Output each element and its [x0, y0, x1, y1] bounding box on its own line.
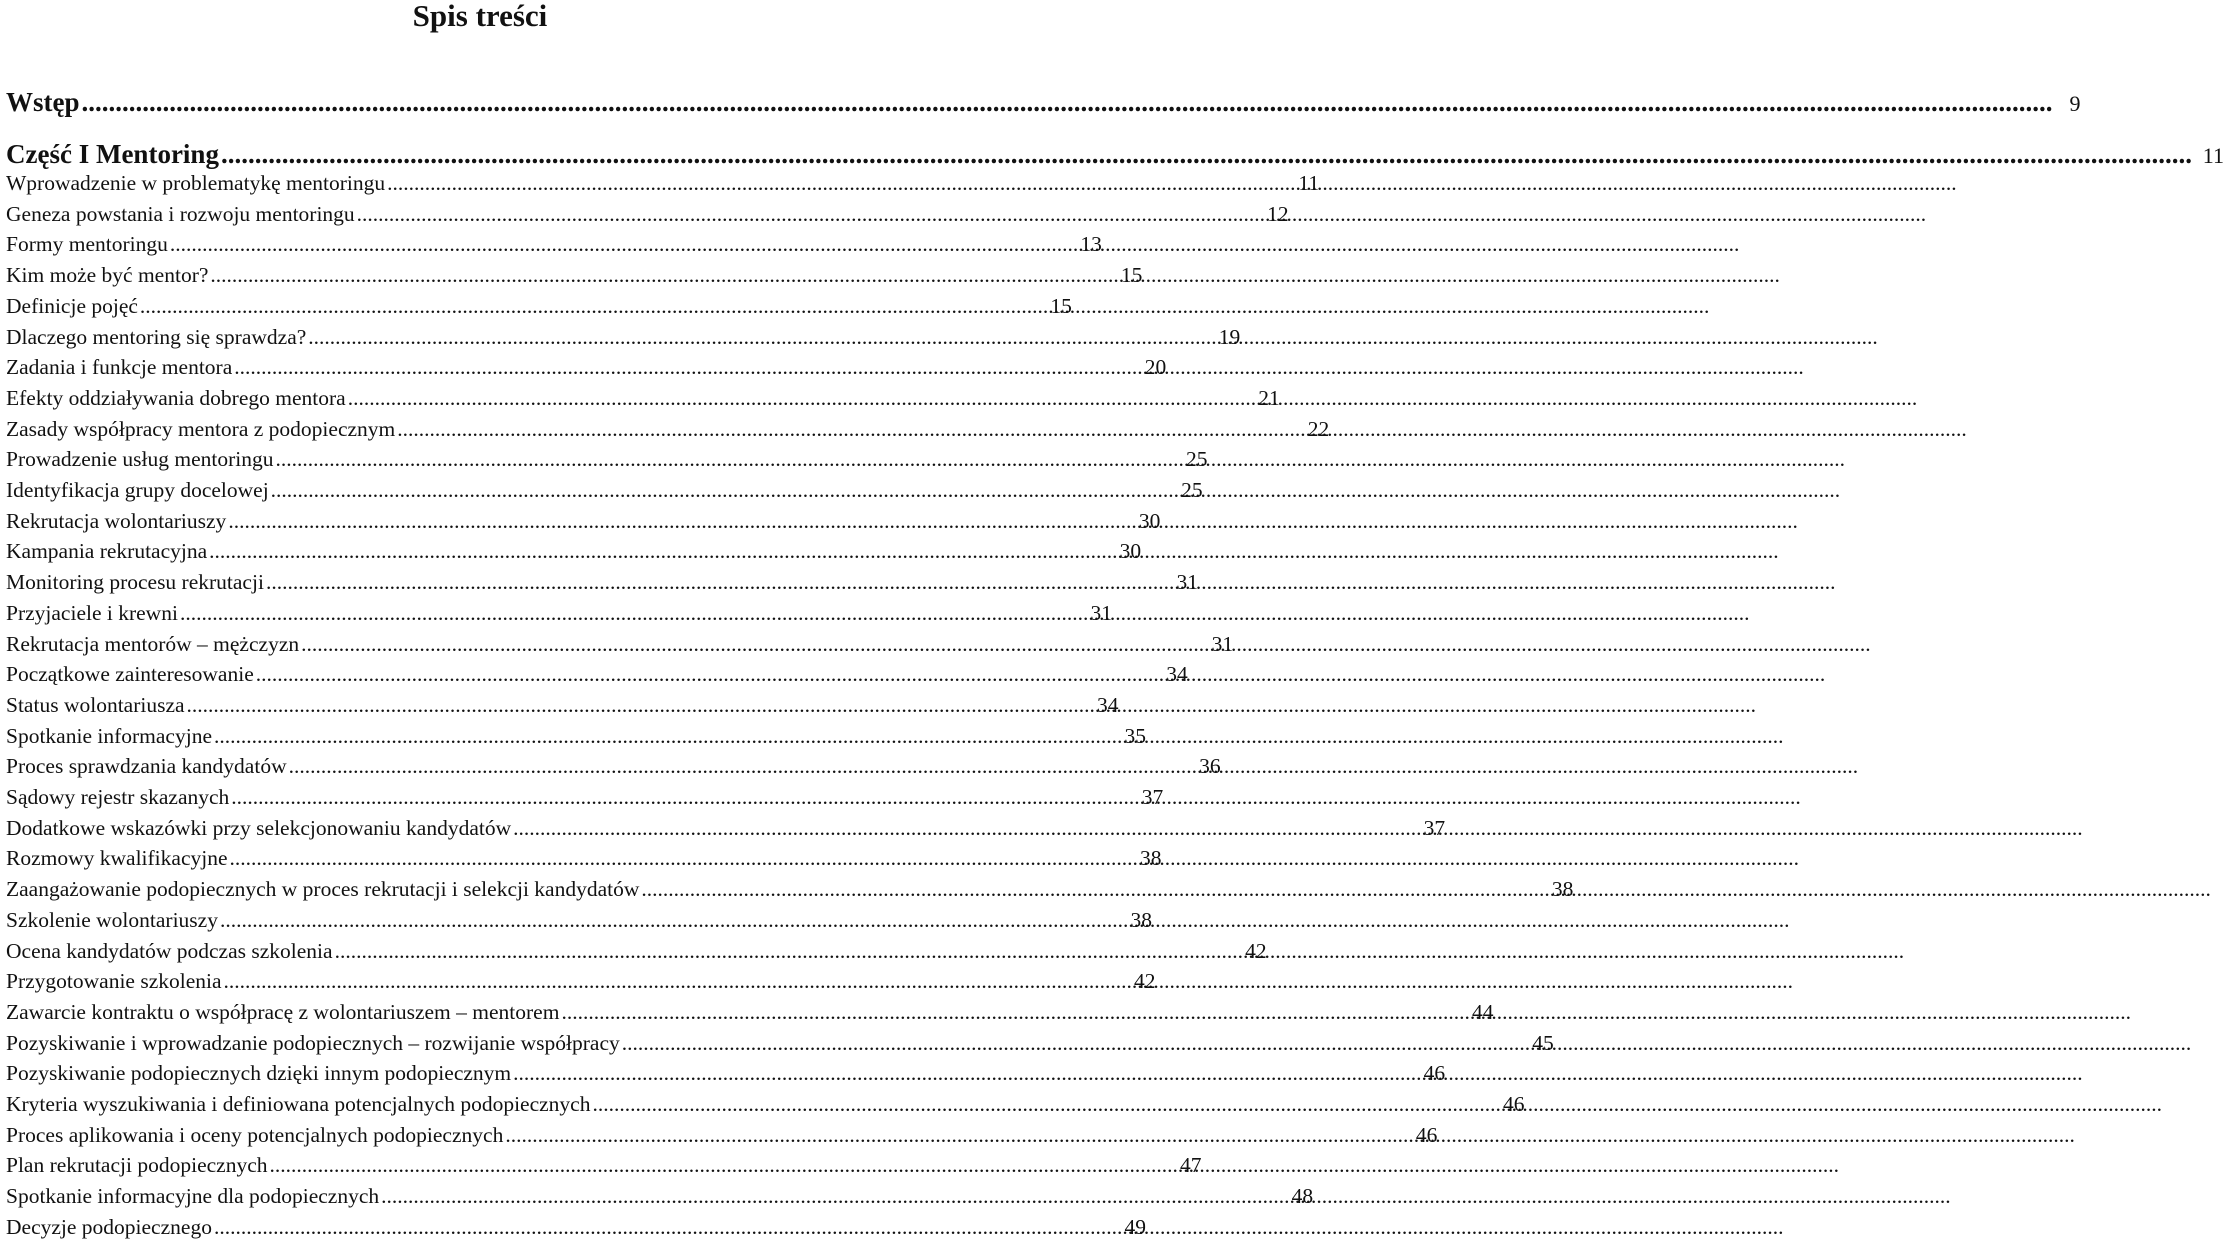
toc-entry-title: Sądowy rejestr skazanych — [6, 785, 230, 809]
toc-entry-page-number: 42 — [1245, 938, 1267, 963]
toc-entry-title: Wstęp — [6, 87, 80, 117]
dot-leader — [140, 291, 1040, 321]
toc-entry-title: Kim może być mentor? — [6, 263, 209, 288]
toc-entry[interactable] — [6, 352, 1167, 382]
toc-entry-title: Zaangażowanie podopiecznych w proces rekrutacji i selekcji kandydatów — [6, 877, 640, 902]
toc-entry[interactable] — [6, 291, 1072, 321]
toc-entry-page-number: 46 — [1423, 1061, 1446, 1086]
toc-entry[interactable] — [6, 843, 1162, 873]
page-title: Spis treści — [412, 0, 548, 33]
toc-entry-title: Przyjaciele i krewni — [6, 600, 178, 625]
toc-entry-page-number: 25 — [1186, 447, 1208, 472]
toc-entry-title: Rekrutacja wolontariuszy — [6, 508, 227, 533]
toc-entry-page-number: 37 — [1423, 815, 1446, 840]
dot-leader — [266, 567, 1166, 597]
dot-leader — [209, 536, 1109, 566]
toc-entry[interactable] — [6, 444, 1208, 474]
toc-entry-title: Kampania rekrutacyjna — [6, 539, 208, 564]
toc-entry[interactable] — [6, 721, 1146, 751]
toc-entry-page-number: 45 — [1532, 1030, 1554, 1055]
toc-entry-page-number: 34 — [1097, 692, 1119, 717]
toc-entry-title: Początkowe zainteresowanie — [6, 662, 254, 687]
toc-entry-page-number: 15 — [1050, 293, 1072, 318]
toc-entry-title: Efekty oddziaływania dobrego mentora — [6, 385, 346, 410]
dot-leader — [214, 1212, 1114, 1242]
toc-entry-title: Status wolontariusza — [6, 692, 185, 717]
toc-entry-page-number: 31 — [1211, 631, 1234, 656]
toc-entry-title: Pozyskiwanie i wprowadzanie podopiecznych – rozwijanie współpracy — [6, 1030, 620, 1055]
toc-entry-page-number: 9 — [2069, 91, 2081, 116]
dot-leader — [180, 598, 1080, 628]
dot-leader — [270, 1150, 1170, 1180]
dot-leader — [224, 966, 1124, 996]
toc-entry-page-number: 48 — [1291, 1184, 1314, 1209]
toc-entry-page-number: 11 — [2202, 143, 2224, 168]
toc-entry-page-number: 22 — [1307, 416, 1330, 441]
toc-entry[interactable] — [6, 813, 1446, 843]
toc-entry-title: Monitoring procesu rekrutacji — [6, 570, 264, 595]
toc-entry-title: Plan rekrutacji podopiecznych — [6, 1153, 268, 1178]
dot-leader — [220, 905, 1120, 935]
toc-entry-title: Prowadzenie usług mentoringu — [6, 447, 274, 472]
toc-entry[interactable] — [6, 567, 1198, 597]
dot-leader — [230, 843, 1130, 873]
dot-leader — [210, 260, 1110, 290]
toc-entry[interactable] — [6, 690, 1119, 720]
toc-entry[interactable] — [6, 260, 1143, 290]
dot-leader — [221, 138, 2192, 170]
dot-leader — [231, 782, 1131, 812]
toc-entry-page-number: 42 — [1134, 969, 1156, 994]
dot-leader — [505, 1120, 1405, 1150]
toc-entry[interactable] — [6, 322, 1241, 352]
toc-entry-title: Szkolenie wolontariuszy — [6, 907, 218, 932]
toc-entry[interactable] — [6, 199, 1289, 229]
toc-entry-title: Zadania i funkcje mentora — [6, 355, 233, 380]
toc-entry[interactable] — [6, 629, 1234, 659]
toc-entry-page-number: 38 — [1130, 907, 1152, 932]
toc-entry-title: Zasady współpracy mentora z podopiecznym — [6, 416, 396, 441]
dot-leader — [276, 444, 1176, 474]
toc-entry-title: Ocena kandydatów podczas szkolenia — [6, 938, 333, 963]
dot-leader — [641, 874, 1541, 904]
toc-entry-page-number: 31 — [1176, 570, 1198, 595]
toc-entry[interactable] — [6, 168, 1320, 198]
toc-entry-title: Dlaczego mentoring się sprawdza? — [6, 324, 307, 349]
toc-entry[interactable] — [6, 966, 1156, 996]
toc-entry-page-number: 46 — [1502, 1092, 1525, 1116]
toc-entry[interactable] — [6, 138, 2224, 169]
dot-leader — [271, 475, 1171, 505]
toc-entry-title: Formy mentoringu — [6, 232, 168, 257]
toc-entry-title: Zawarcie kontraktu o współpracę z wolontariuszem – mentorem — [6, 999, 560, 1024]
toc-entry[interactable] — [6, 751, 1221, 781]
toc-entry[interactable] — [6, 506, 1161, 536]
toc-entry[interactable] — [6, 414, 1330, 444]
toc-entry-page-number: 30 — [1119, 539, 1142, 564]
toc-entry-title: Część I Mentoring — [6, 139, 219, 169]
toc-entry[interactable] — [6, 905, 1152, 935]
toc-entry[interactable] — [6, 475, 1203, 505]
toc-entry-page-number: 15 — [1120, 263, 1143, 288]
toc-entry-page-number: 36 — [1199, 754, 1221, 779]
toc-entry-page-number: 13 — [1080, 232, 1102, 257]
toc-entry-page-number: 21 — [1258, 385, 1280, 410]
toc-entry[interactable] — [6, 1150, 1202, 1180]
toc-entry[interactable] — [6, 1089, 1525, 1119]
toc-entry[interactable] — [6, 86, 2081, 117]
dot-leader — [82, 86, 2053, 118]
dot-leader — [301, 629, 1201, 659]
toc-entry[interactable] — [6, 229, 1102, 259]
dot-leader — [357, 199, 1257, 229]
dot-leader — [170, 229, 1070, 259]
dot-leader — [348, 383, 1248, 413]
dot-leader — [513, 1058, 1413, 1088]
toc-entry[interactable] — [6, 536, 1142, 566]
toc-entry-page-number: 38 — [1140, 846, 1162, 871]
toc-entry-title: Decyzje podopiecznego — [6, 1214, 212, 1239]
toc-entry[interactable] — [6, 1181, 1314, 1211]
toc-entry[interactable] — [6, 383, 1280, 413]
toc-entry[interactable] — [6, 1058, 1446, 1088]
toc-entry-page-number: 31 — [1090, 600, 1112, 625]
toc-entry-title: Dodatkowe wskazówki przy selekcjonowaniu kandydatów — [6, 815, 512, 840]
toc-entry-page-number: 38 — [1551, 877, 1574, 902]
toc-entry[interactable] — [6, 1212, 1146, 1242]
toc-entry-page-number: 11 — [1298, 171, 1320, 195]
toc-entry[interactable] — [6, 1120, 1438, 1150]
dot-leader — [387, 168, 1287, 198]
toc-entry[interactable] — [6, 782, 1164, 812]
toc-entry-page-number: 46 — [1415, 1122, 1438, 1147]
toc-entry-page-number: 44 — [1471, 999, 1494, 1024]
dot-leader — [187, 690, 1087, 720]
toc-entry[interactable] — [6, 874, 1574, 904]
dot-leader — [397, 414, 1297, 444]
toc-entry-page-number: 20 — [1144, 355, 1167, 380]
toc-entry-page-number: 34 — [1166, 662, 1188, 687]
dot-leader — [234, 352, 1134, 382]
toc-entry-page-number: 25 — [1181, 478, 1203, 502]
toc-entry-title: Wprowadzenie w problematykę mentoringu — [6, 171, 386, 195]
toc-entry-title: Definicje pojęć — [6, 293, 138, 318]
toc-entry-page-number: 47 — [1180, 1153, 1202, 1178]
toc-entry-title: Pozyskiwanie podopiecznych dzięki innym podopiecznym — [6, 1061, 512, 1086]
toc-entry-title: Rekrutacja mentorów – mężczyzn — [6, 631, 300, 656]
toc-entry-title: Kryteria wyszukiwania i definiowana potencjalnych podopiecznych — [6, 1092, 591, 1116]
toc-entry[interactable] — [6, 997, 1494, 1027]
toc-entry-title: Proces aplikowania i oceny potencjalnych podopiecznych — [6, 1122, 504, 1147]
toc-entry-page-number: 49 — [1124, 1214, 1146, 1239]
dot-leader — [256, 659, 1156, 689]
toc-entry[interactable] — [6, 598, 1112, 628]
toc-entry-title: Spotkanie informacyjne dla podopiecznych — [6, 1184, 380, 1209]
dot-leader — [335, 936, 1235, 966]
dot-leader — [228, 506, 1128, 536]
toc-entry-title: Spotkanie informacyjne — [6, 723, 212, 748]
dot-leader — [513, 813, 1413, 843]
toc-entry-title: Identyfikacja grupy docelowej — [6, 478, 269, 502]
toc-entry-page-number: 19 — [1218, 324, 1241, 349]
dot-leader — [592, 1089, 1492, 1119]
toc-entry-title: Geneza powstania i rozwoju mentoringu — [6, 201, 355, 226]
toc-entry-page-number: 37 — [1141, 785, 1164, 809]
toc-entry-title: Przygotowanie szkolenia — [6, 969, 222, 994]
toc-entry[interactable] — [6, 659, 1188, 689]
dot-leader — [381, 1181, 1281, 1211]
dot-leader — [561, 997, 1461, 1027]
toc-entry-title: Rozmowy kwalifikacyjne — [6, 846, 228, 871]
dot-leader — [622, 1028, 1522, 1058]
dot-leader — [289, 751, 1189, 781]
toc-entry[interactable] — [6, 1028, 1554, 1058]
toc-entry-page-number: 12 — [1267, 201, 1289, 226]
toc-entry-page-number: 35 — [1124, 723, 1146, 748]
dot-leader — [214, 721, 1114, 751]
toc-entry-title: Proces sprawdzania kandydatów — [6, 754, 287, 779]
dot-leader — [308, 322, 1208, 352]
toc-entry-page-number: 30 — [1138, 508, 1161, 533]
toc-entry[interactable] — [6, 936, 1267, 966]
